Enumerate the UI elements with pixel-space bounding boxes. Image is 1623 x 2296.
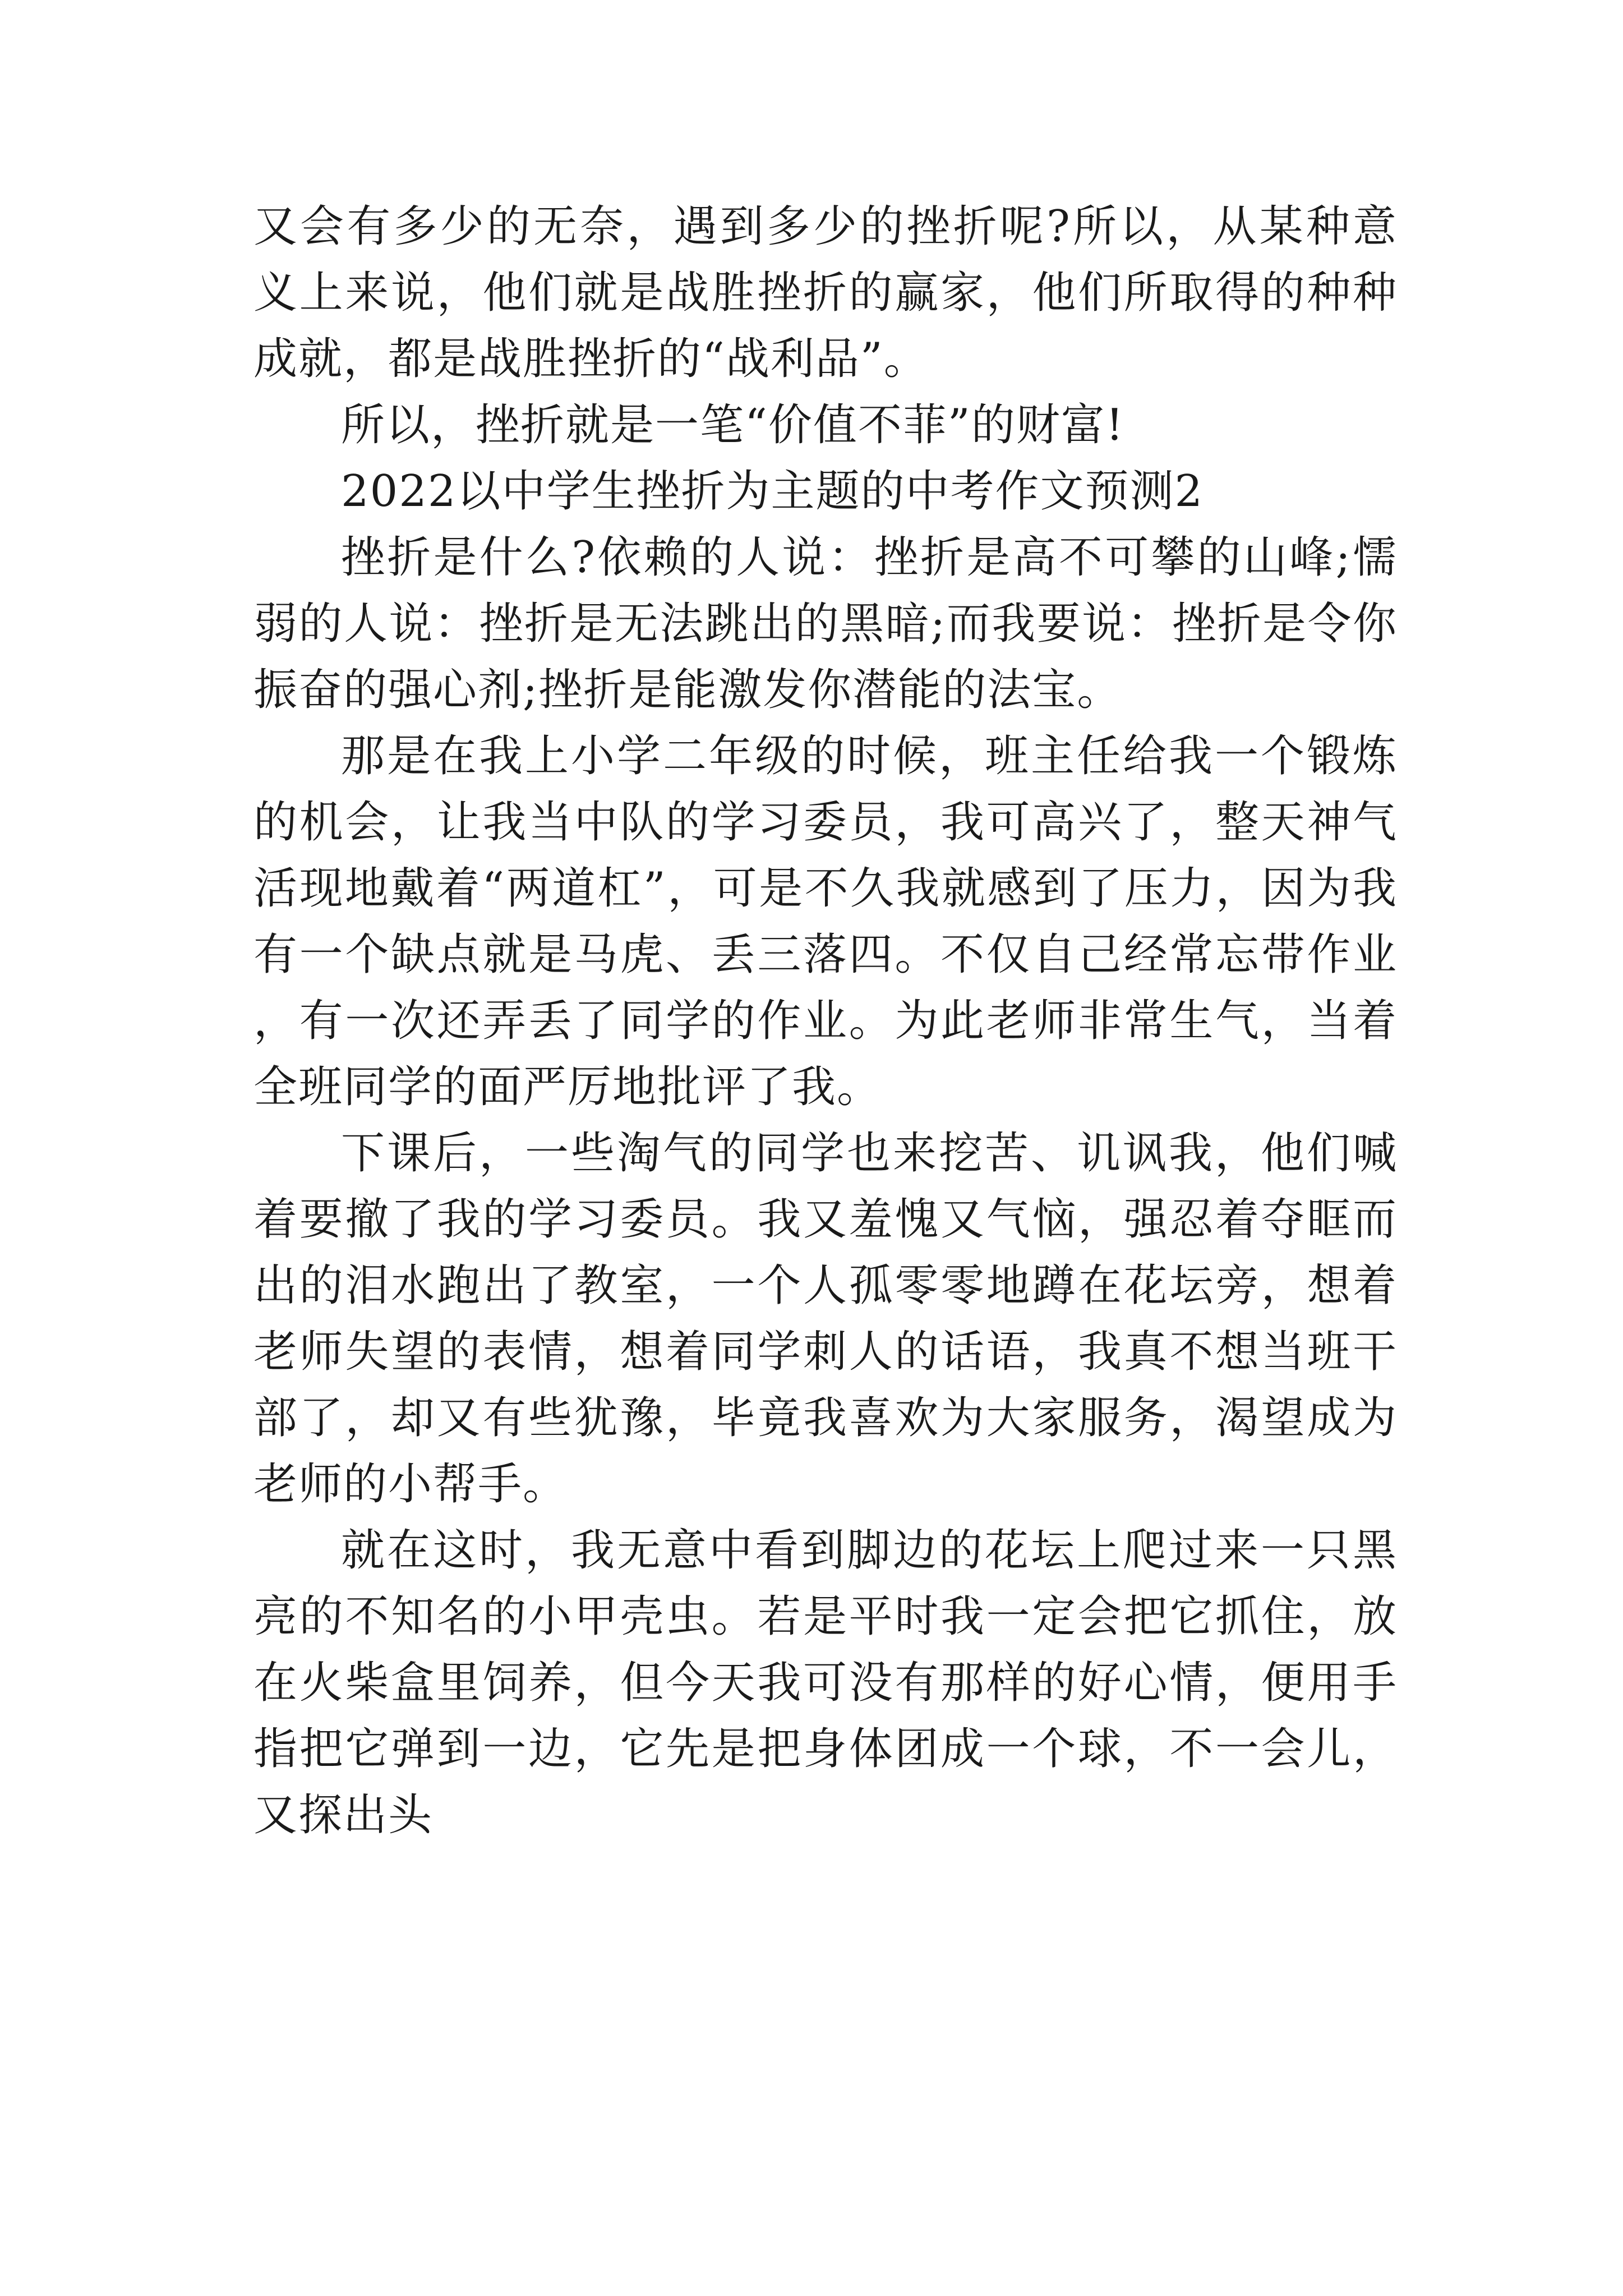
- paragraph-continuation: 又会有多少的无奈，遇到多少的挫折呢?所以，从某种意义上来说，他们就是战胜挫折的赢家，他们所取得的种种成就，都是战胜挫折的“战利品”。: [253, 201, 1398, 384]
- paragraph-intro: 挫折是什么?依赖的人说：挫折是高不可攀的山峰;懦弱的人说：挫折是无法跳出的黑暗;而我要说：挫折是令你振奋的强心剂;挫折是能激发你潜能的法宝。: [253, 532, 1398, 715]
- paragraph-after-class: 下课后，一些淘气的同学也来挖苦、讥讽我，他们喊着要撤了我的学习委员。我又羞愧又气恼，强忍着夺眶而出的泪水跑出了教室，一个人孤零零地蹲在花坛旁，想着老师失望的表情，想着同学刺人的话语，我真不想当班干部了，却又有些犹豫，毕竟我喜欢为大家服务，渴望成为老师的小帮手。: [253, 1128, 1398, 1510]
- paragraph-story-start: 那是在我上小学二年级的时候，班主任给我一个锻炼的机会，让我当中队的学习委员，我可高兴了，整天神气活现地戴着“两道杠”，可是不久我就感到了压力，因为我有一个缺点就是马虎、丢三落四。不仅自己经常忘带作业，有一次还弄丢了同学的作业。为此老师非常生气，当着全班同学的面严厉地批评了我。: [253, 731, 1398, 1112]
- paragraph-beetle: 就在这时，我无意中看到脚边的花坛上爬过来一只黑亮的不知名的小甲壳虫。若是平时我一定会把它抓住，放在火柴盒里饲养，但今天我可没有那样的好心情，便用手指把它弹到一边，它先是把身体团成一个球，不一会儿，又探出头: [253, 1525, 1398, 1841]
- paragraph-conclusion: 所以，挫折就是一笔“价值不菲”的财富!: [341, 400, 1125, 450]
- essay-title: 2022以中学生挫折为主题的中考作文预测2: [341, 466, 1204, 517]
- document-body: [253, 194, 1398, 1848]
